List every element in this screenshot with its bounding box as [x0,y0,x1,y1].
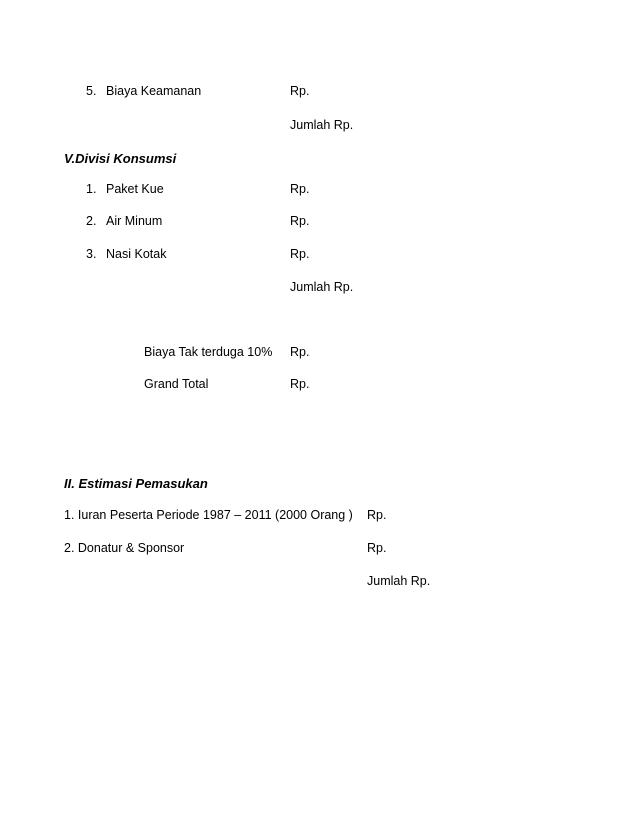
unexpected-cost-label: Biaya Tak terduga 10% [144,345,273,359]
item-currency: Rp. [290,214,310,228]
item-label: Paket Kue [106,182,164,196]
income-heading: II. Estimasi Pemasukan [64,476,208,491]
grand-total-currency: Rp. [290,377,310,391]
item-label: Biaya Keamanan [106,84,202,98]
grand-total-label: Grand Total [144,377,209,391]
item-number: 3. [86,247,97,261]
income-item-currency: Rp. [367,508,387,522]
income-item-currency: Rp. [367,541,387,555]
item-number: 1. [86,182,97,196]
item-number: 5. [86,84,97,98]
item-currency: Rp. [290,182,310,196]
section-heading: V.Divisi Konsumsi [64,151,177,166]
section-total-label: Jumlah Rp. [290,280,354,294]
income-item-label: 1. Iuran Peserta Periode 1987 – 2011 (2000 Orang ) [64,508,353,522]
item-currency: Rp. [290,84,310,98]
item-label: Nasi Kotak [106,247,167,261]
section-total-label: Jumlah Rp. [290,118,354,132]
item-currency: Rp. [290,247,310,261]
unexpected-cost-currency: Rp. [290,345,310,359]
income-total-label: Jumlah Rp. [367,574,431,588]
income-item-label: 2. Donatur & Sponsor [64,541,185,555]
item-label: Air Minum [106,214,163,228]
item-number: 2. [86,214,97,228]
